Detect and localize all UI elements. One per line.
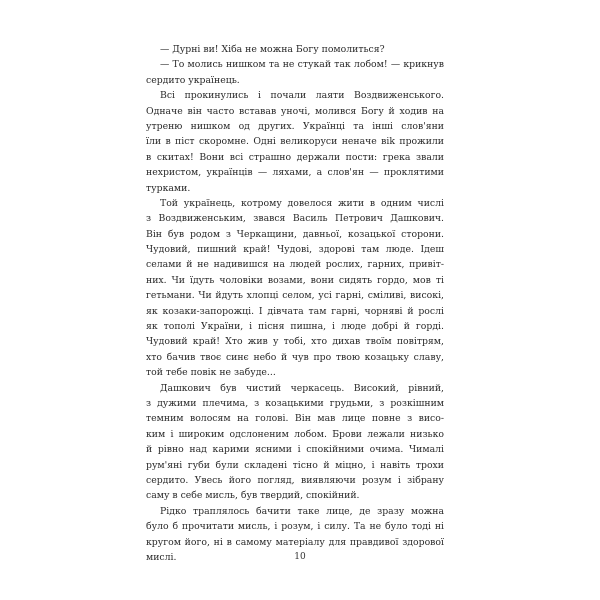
text-line: й рівно над карими ясними і спокійними очима. Чималі bbox=[146, 444, 444, 456]
text-line: їли в піст скоромне. Одні великоруси неначе віk прожили bbox=[146, 136, 444, 148]
text-line: Дашкович був чистий черкасець. Високий, рівний, bbox=[160, 382, 444, 394]
text-line: сердито. Увесь його погляд, виявляючи розум і зібрану bbox=[146, 474, 444, 486]
text-line: кругом його, ні в самому матеріалу для правдивої здорової bbox=[146, 536, 444, 548]
text-line: — То молись нишком та не стукай так лобом! — крикнув bbox=[160, 59, 444, 71]
text-line: темним волосям на голові. Він мав лице повне з висо- bbox=[146, 413, 444, 425]
text-line: — Дурні ви! Хіба не можна Богу помолиться? bbox=[160, 44, 385, 55]
text-line: них. Чи їдуть чоловіки возами, вони сидять гордо, мов ті bbox=[146, 274, 444, 286]
text-line: мислі. bbox=[146, 551, 177, 563]
text-line: ким і широким одслоненим лобом. Брови лежали низько bbox=[146, 428, 444, 440]
text-line: хто бачив твоє синє небо й чув про твою козацьку славу, bbox=[146, 351, 444, 363]
text-line: з Воздвиженським, звався Василь Петрович Дашкович. bbox=[146, 213, 444, 225]
text-line: нехристом, українців — ляхами, а слов'ян — проклятими bbox=[146, 167, 444, 179]
text-line: Той українець, котрому довелося жити в одним числі bbox=[160, 197, 444, 209]
text-line: в скитах! Вони всі страшно держали пости: грека звали bbox=[146, 151, 444, 163]
text-line: турками. bbox=[146, 182, 191, 194]
text-line: утреню нишком од других. Українці та інші слов'яни bbox=[146, 120, 444, 132]
text-line: Рідко траплялось бачити таке лице, де зразу можна bbox=[160, 505, 444, 517]
page-number: 10 bbox=[294, 552, 306, 562]
text-line: Він був родом з Черкащини, давньої, козацької сторони. bbox=[146, 228, 444, 240]
text-line: гетьмани. Чи йдуть хлопці селом, усі гарні, сміливі, високі, bbox=[146, 290, 444, 302]
text-line: селами й не надивишся на людей рослих, гарних, привіт- bbox=[146, 259, 444, 271]
text-line: сердито українець. bbox=[146, 74, 240, 86]
text-line: з дужими плечима, з козацькими грудьми, з розкішним bbox=[146, 397, 444, 409]
page-body-text bbox=[146, 42, 444, 565]
text-line: Чудовий край! Хто жив у тобі, хто дихав твоїм повітрям, bbox=[146, 336, 444, 348]
text-line: Одначе він часто вставав уночі, молився Богу й ходив на bbox=[146, 105, 444, 117]
text-line: саму в себе мисль, був твердий, спокійний. bbox=[146, 490, 360, 502]
text-line: Всі прокинулись і почали лаяти Воздвиженського. bbox=[160, 90, 444, 102]
text-line: той тебе повік не забуде... bbox=[146, 367, 276, 379]
text-line: як козаки-запорожці. І дівчата там гарні, чорняві й рослі bbox=[146, 305, 444, 317]
text-line: як тополі України, і пісня пишна, і люде добрі й горді. bbox=[146, 321, 444, 333]
text-line: було б прочитати мисль, і розум, і силу. Та не було тоді ні bbox=[146, 521, 444, 533]
text-line: Чудовий, пишний край! Чудові, здорові там люде. Ідеш bbox=[146, 244, 444, 256]
text-line: рум'яні губи були складені тісно й міцно, і навіть трохи bbox=[146, 459, 444, 471]
